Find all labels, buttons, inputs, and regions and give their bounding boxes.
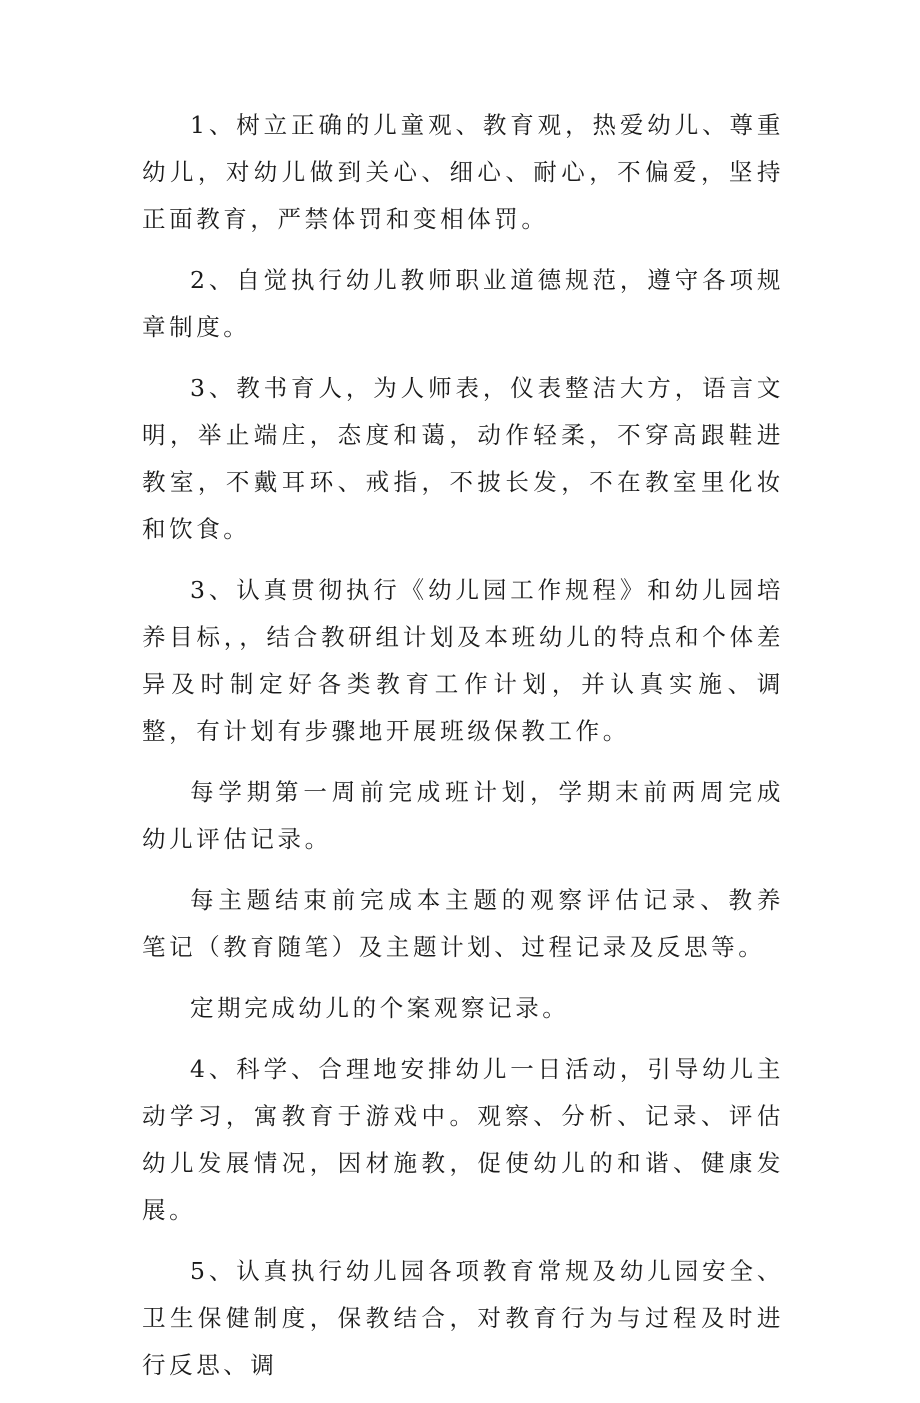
- paragraph-1: 1、树立正确的儿童观、教育观，热爱幼儿、尊重幼儿，对幼儿做到关心、细心、耐心，不偏爱，坚持正面教育，严禁体罚和变相体罚。: [142, 111, 784, 233]
- document-body: [142, 102, 784, 1403]
- paragraph-6: 每主题结束前完成本主题的观察评估记录、教养笔记（教育随笔）及主题计划、过程记录及反思等。: [142, 886, 784, 961]
- paragraph-3: 3、教书育人，为人师表，仪表整洁大方，语言文明，举止端庄，态度和蔼，动作轻柔，不穿高跟鞋进教室，不戴耳环、戒指，不披长发，不在教室里化妆和饮食。: [142, 374, 784, 543]
- paragraph-9: 5、认真执行幼儿园各项教育常规及幼儿园安全、卫生保健制度，保教结合，对教育行为与过程及时进行反思、调: [142, 1257, 784, 1379]
- paragraph-8: 4、科学、合理地安排幼儿一日活动，引导幼儿主动学习，寓教育于游戏中。观察、分析、记录、评估幼儿发展情况，因材施教，促使幼儿的和谐、健康发展。: [142, 1055, 784, 1224]
- paragraph-4: 3、认真贯彻执行《幼儿园工作规程》和幼儿园培养目标，，结合教研组计划及本班幼儿的特点和个体差异及时制定好各类教育工作计划，并认真实施、调整，有计划有步骤地开展班级保教工作。: [142, 576, 784, 745]
- paragraph-5: 每学期第一周前完成班计划，学期末前两周完成幼儿评估记录。: [142, 778, 784, 853]
- paragraph-2: 2、自觉执行幼儿教师职业道德规范，遵守各项规章制度。: [142, 266, 784, 341]
- paragraph-7: 定期完成幼儿的个案观察记录。: [190, 994, 570, 1022]
